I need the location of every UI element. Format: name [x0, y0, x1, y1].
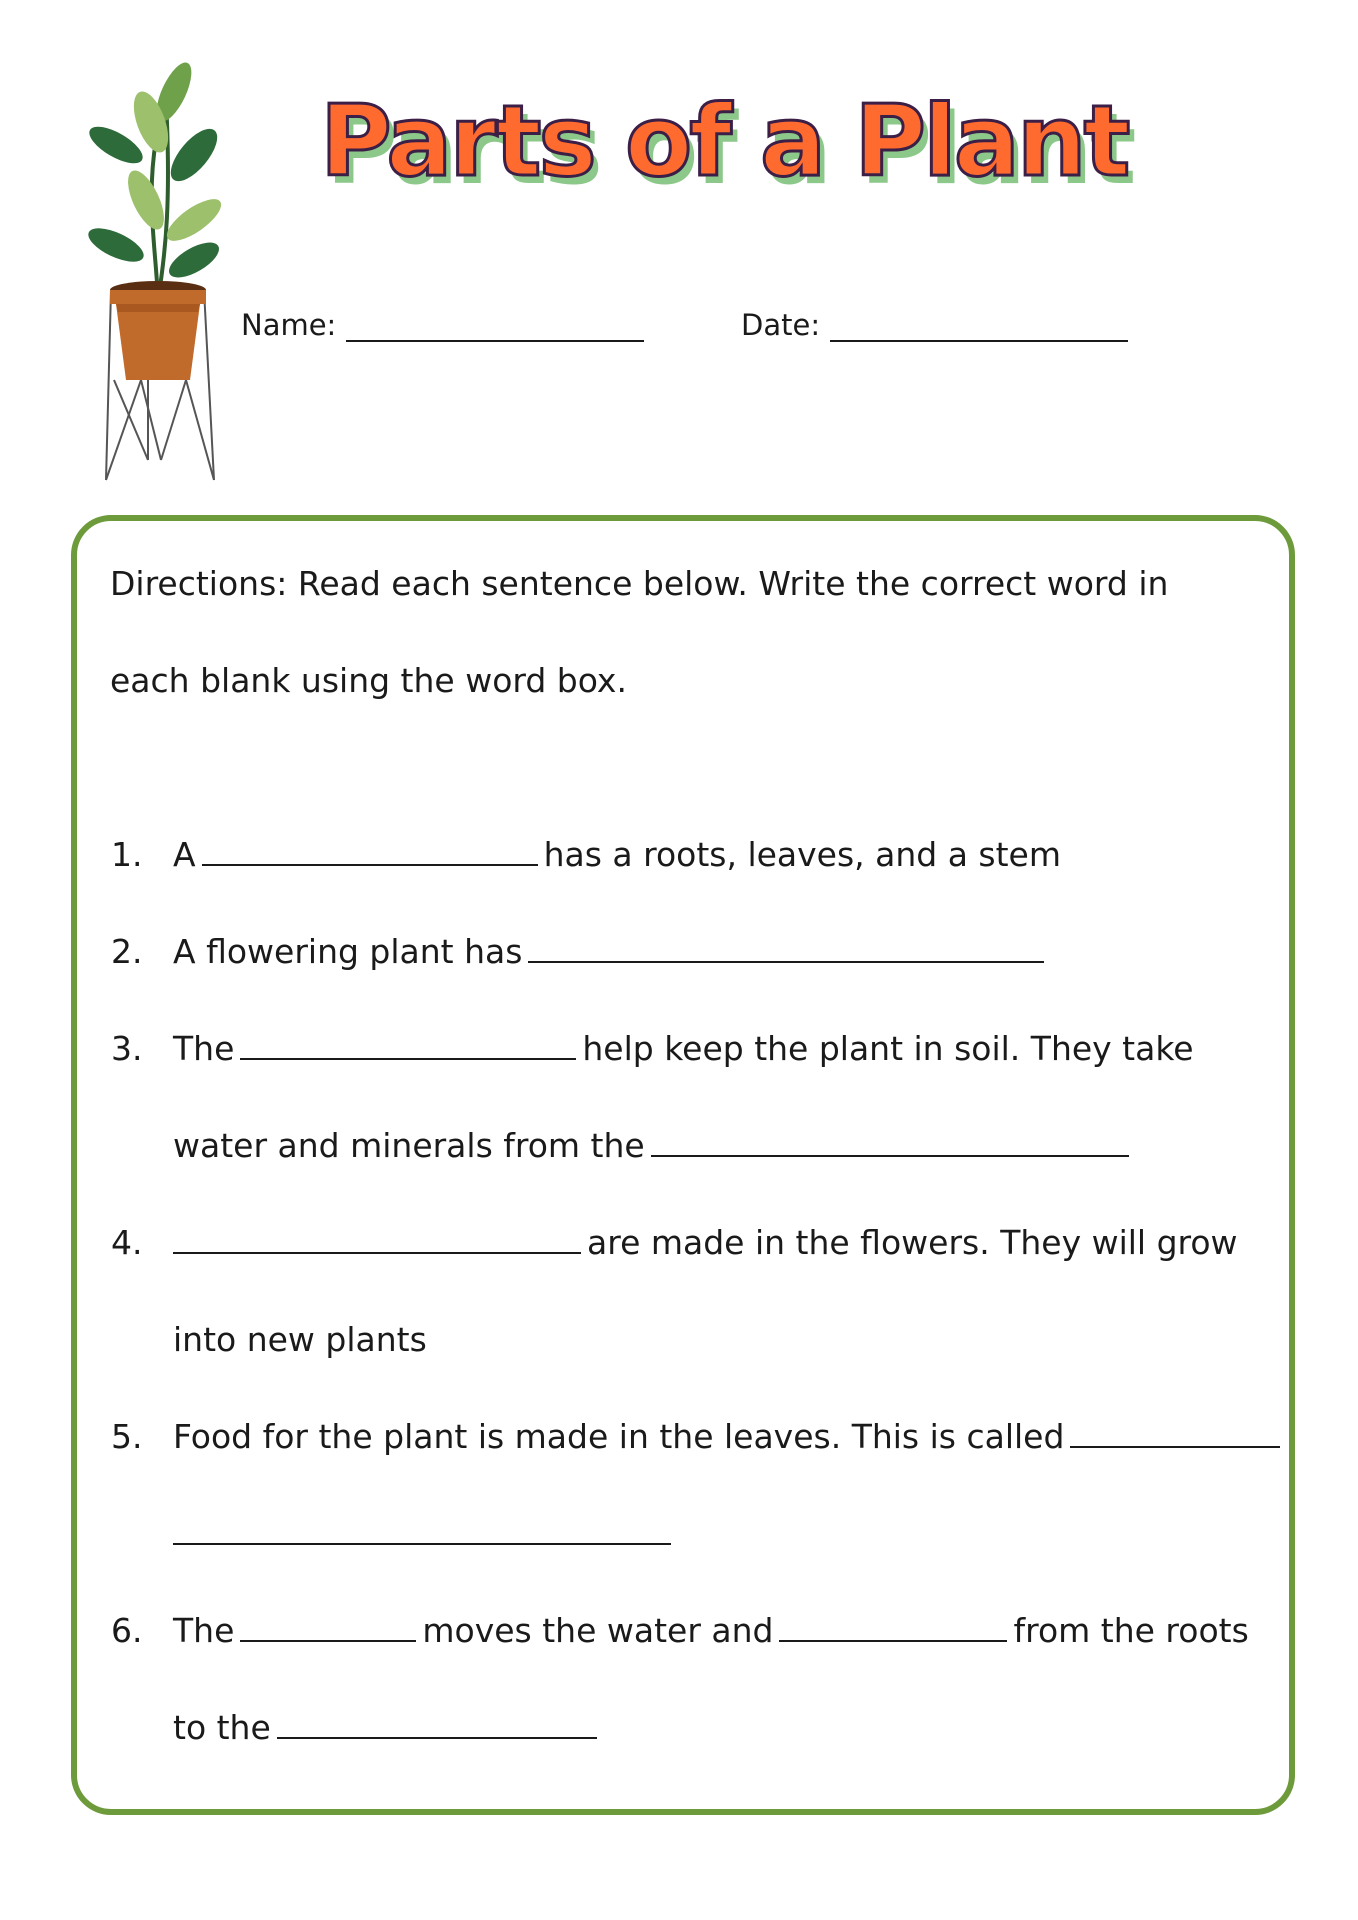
question-number: 4. — [111, 1223, 143, 1262]
worksheet-title: Parts of a Plant — [320, 85, 1128, 199]
answer-blank-3a[interactable] — [240, 1030, 576, 1060]
question-text: The — [173, 1611, 235, 1650]
question-2 — [111, 903, 1050, 1000]
date-field[interactable] — [741, 308, 1128, 342]
answer-blank-6a[interactable] — [240, 1612, 416, 1642]
question-text: The — [173, 1029, 235, 1068]
answer-blank-5a[interactable] — [1070, 1418, 1280, 1448]
answer-blank-4[interactable] — [173, 1224, 581, 1254]
question-number: 2. — [111, 932, 143, 971]
question-3 — [111, 1000, 1194, 1097]
question-text: to the — [173, 1708, 271, 1747]
name-field[interactable] — [241, 308, 644, 342]
potted-plant-illustration — [86, 50, 236, 490]
name-label: Name: — [241, 308, 337, 342]
question-text: are made in the flowers. They will grow — [587, 1223, 1238, 1262]
date-blank[interactable] — [830, 308, 1128, 342]
answer-blank-1[interactable] — [202, 836, 538, 866]
question-number: 5. — [111, 1417, 143, 1456]
answer-blank-5b[interactable] — [173, 1515, 671, 1545]
question-number: 3. — [111, 1029, 143, 1068]
question-number: 1. — [111, 835, 143, 874]
answer-blank-6b[interactable] — [779, 1612, 1007, 1642]
question-text: Food for the plant is made in the leaves. This is called — [173, 1417, 1065, 1456]
question-5 — [111, 1388, 1286, 1485]
question-5-continued — [173, 1485, 677, 1582]
question-text: A — [173, 835, 196, 874]
question-text: water and minerals from the — [173, 1126, 645, 1165]
name-blank[interactable] — [346, 308, 644, 342]
question-text: has a roots, leaves, and a stem — [543, 835, 1062, 874]
question-1 — [111, 806, 1061, 903]
worksheet-title-wrap — [320, 85, 1128, 235]
question-4-continued — [173, 1291, 427, 1388]
question-text: help keep the plant in soil. They take — [582, 1029, 1194, 1068]
question-text: into new plants — [173, 1320, 427, 1359]
question-text: from the roots — [1013, 1611, 1249, 1650]
date-label: Date: — [741, 308, 821, 342]
question-6 — [111, 1582, 1249, 1679]
question-text: moves the water and — [422, 1611, 774, 1650]
answer-blank-6c[interactable] — [277, 1709, 597, 1739]
directions-text: Directions: Read each sentence below. Write the correct word in each blank using the word box. — [110, 564, 1169, 700]
answer-blank-2[interactable] — [528, 933, 1044, 963]
question-3-continued — [173, 1097, 1135, 1194]
question-text: A flowering plant has — [173, 932, 523, 971]
question-6-continued — [173, 1679, 603, 1776]
answer-blank-3b[interactable] — [651, 1127, 1129, 1157]
question-4 — [111, 1194, 1238, 1291]
question-number: 6. — [111, 1611, 143, 1650]
